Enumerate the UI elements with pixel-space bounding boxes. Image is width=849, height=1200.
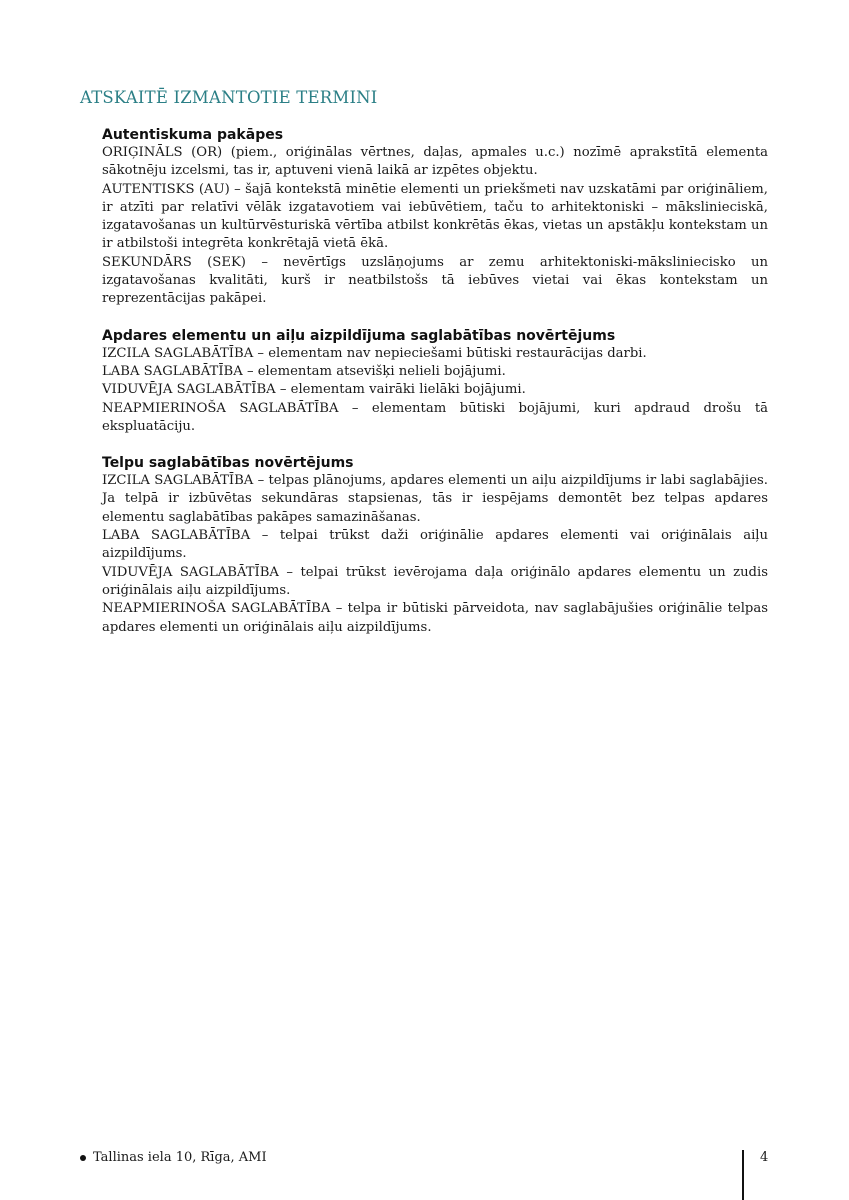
section-title: Apdares elementu un aiļu aizpildījuma saglabātības novērtējums — [102, 327, 616, 344]
section-title: Autentiskuma pakāpes — [102, 127, 284, 143]
term-paragraph: SEKUNDĀRS (SEK) – nevērtīgs uzslāņojums ar zemu arhitektoniski-mākslinieciskо un izgatavošanas kvalitāti, kurš ir neatbilstošs tā iebūves vietai vai ēkas kontekstam un reprezentācijas pakāpei. — [102, 254, 768, 307]
bullet-icon — [80, 1155, 86, 1161]
section-authenticity — [102, 126, 768, 309]
term-paragraph: NEAPMIERINOŠA SAGLABĀTĪBA – telpa ir būtiski pārveidota, nav saglabājušies oriģinālie telpas apdares elementi un oriģinālais aiļu aizpildījums. — [102, 601, 768, 635]
footer-address-text: Tallinas iela 10, Rīga, AMI — [93, 1150, 267, 1165]
page-title: ATSKAITĒ IZMANTOTIE TERMINI — [80, 88, 378, 107]
term-paragraph: NEAPMIERINOŠA SAGLABĀTĪBA – elementam būtiski bojājumi, kuri apdraud drošu tā ekspluatāciju. — [102, 400, 768, 434]
term-paragraph: VIDUVĒJA SAGLABĀTĪBA – elementam vairāki lielāki bojājumi. — [102, 382, 526, 398]
section-title: Telpu saglabātības novērtējums — [102, 455, 354, 472]
term-paragraph: LABA SAGLABĀTĪBA – elementam atsevišķi nelieli bojājumi. — [102, 363, 506, 379]
term-paragraph: LABA SAGLABĀTĪBA – telpai trūkst daži oriģinālie apdares elementi vai oriģinālais aiļu aizpildījums. — [102, 528, 768, 562]
section-element-preservation — [102, 327, 768, 436]
page-number: 4 — [760, 1150, 769, 1165]
term-paragraph: AUTENTISKS (AU) – šajā kontekstā minētie elementi un priekšmeti nav uzskatāmi par oriģināliem, ir atzīti par relatīvi vēlāk izgatavotiem vai iebūvētiem, taču to arhitektoniski – mākslinieciskā, izgatavošanas un kultūrvēsturiskā vērtība atbilst konkrētās ēkas, vietas un apstākļu kontekstam un ir atbilstoši integrēta konkrētajā vietā ēkā. — [102, 181, 768, 252]
footer-divider — [742, 1150, 744, 1200]
term-paragraph: VIDUVĒJA SAGLABĀTĪBA – telpai trūkst ievērojama daļa oriģinālo apdares elementu un zudis oriģinālais aiļu aizpildījums. — [102, 564, 768, 598]
terms-content — [102, 126, 768, 655]
section-room-preservation — [102, 454, 768, 637]
term-paragraph: IZCILA SAGLABĀTĪBA – elementam nav nepieciešami būtiski restaurācijas darbi. — [102, 345, 647, 361]
term-paragraph: ORIĢINĀLS (OR) (piem., oriģinālas vērtnes, daļas, apmales u.c.) nozīmē aprakstītā elementa sākotnēju izcelsmi, tas ir, aptuveni vienā laikā ar izpētes objektu. — [102, 145, 768, 179]
term-paragraph: IZCILA SAGLABĀTĪBA – telpas plānojums, apdares elementi un aiļu aizpildījums ir labi saglabājies. Ja telpā ir izbūvētas sekundāras stapsienas, tās ir iespējams demontēt bez telpas apdares elementu saglabātības pakāpes samazināšanas. — [102, 473, 768, 525]
footer-address — [80, 1150, 267, 1165]
